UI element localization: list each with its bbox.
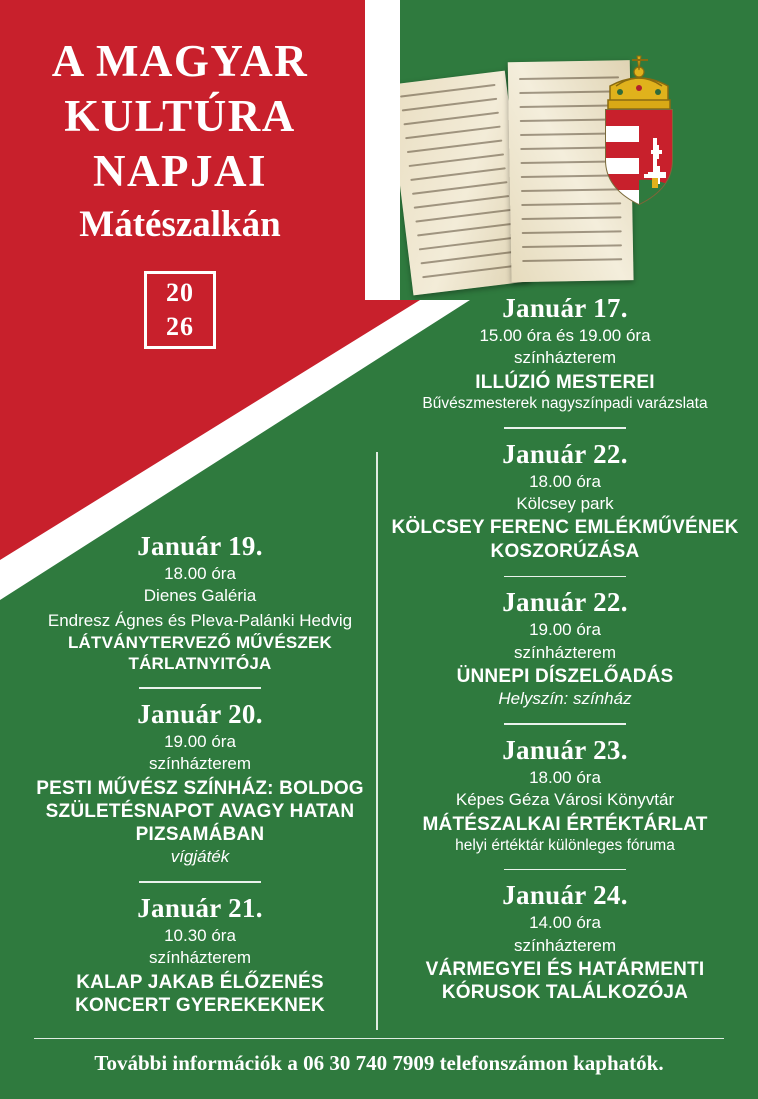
footer-rule — [34, 1038, 724, 1040]
event-title: VÁRMEGYEI ÉS HATÁRMENTI KÓRUSOK TALÁLKOZÓJA — [425, 959, 705, 1004]
event-time: 18.00 óra — [529, 767, 601, 787]
event-title: PESTI MŰVÉSZ SZÍNHÁZ: BOLDOG SZÜLETÉSNAPOT AVAGY HATAN PIZSAMÁBAN — [36, 777, 364, 846]
events-column-left — [30, 530, 370, 1025]
event-date: Január 19. — [137, 531, 263, 561]
event-date: Január 24. — [502, 880, 628, 911]
event-place: színházterem — [148, 754, 252, 774]
title-line-3: NAPJAI — [93, 145, 267, 196]
event-place: színházterem — [513, 642, 617, 662]
event-title: LÁTVÁNYTERVEZŐ MŰVÉSZEK TÁRLATNYITÓJA — [67, 632, 333, 673]
year-top: 20 — [166, 277, 194, 307]
event-time: 18.00 óra — [529, 471, 601, 491]
event-title: KALAP JAKAB ÉLŐZENÉS KONCERT GYEREKEKNEK — [75, 971, 325, 1016]
event-item — [390, 879, 740, 1008]
section-rule — [504, 576, 626, 578]
event-date: Január 22. — [502, 587, 628, 618]
title-line-2: KULTÚRA — [64, 90, 296, 141]
event-time: 15.00 óra és 19.00 óra — [479, 325, 651, 345]
event-time: 14.00 óra — [529, 913, 601, 933]
event-date: Január 23. — [502, 734, 628, 765]
footer-contact: További információk a 06 30 740 7909 telefonszámon kaphatók. — [94, 1051, 664, 1075]
title-line-1: A MAGYAR — [51, 36, 309, 86]
event-subtitle: helyi értéktár különleges fóruma — [455, 836, 675, 854]
event-date: Január 17. — [502, 293, 628, 323]
section-rule — [504, 723, 626, 725]
event-title: MÁTÉSZALKAI ÉRTÉKTÁRLAT — [422, 813, 708, 835]
event-title: ÜNNEPI DÍSZELŐADÁS — [456, 666, 674, 688]
event-place: színházterem — [513, 348, 617, 368]
event-place: Dienes Galéria — [143, 586, 257, 606]
event-item — [30, 530, 370, 678]
year-bottom: 26 — [166, 311, 194, 341]
section-rule — [504, 427, 626, 429]
event-title: ILLÚZIÓ MESTEREI — [475, 371, 655, 393]
event-title: KÖLCSEY FERENC EMLÉKMŰVÉNEK KOSZORÚZÁSA — [391, 517, 739, 562]
event-time: 18.00 óra — [164, 563, 236, 583]
event-item — [390, 438, 740, 567]
event-place: színházterem — [148, 948, 252, 968]
events-column-right — [390, 292, 740, 1013]
event-date: Január 21. — [137, 892, 263, 923]
event-subtitle: Helyszín: színház — [498, 689, 632, 709]
event-date: Január 22. — [502, 438, 628, 469]
event-place: Képes Géza Városi Könyvtár — [455, 790, 675, 810]
title-city: Mátészalkán — [79, 203, 281, 245]
event-time: 19.00 óra — [529, 620, 601, 640]
event-item — [390, 292, 740, 418]
event-place: Kölcsey park — [516, 494, 614, 513]
section-rule — [139, 687, 261, 689]
event-item — [390, 734, 740, 860]
event-people: Endresz Ágnes és Pleva-Palánki Hedvig — [47, 610, 353, 630]
event-time: 10.30 óra — [164, 925, 236, 945]
section-rule — [139, 881, 261, 883]
event-item — [390, 586, 740, 714]
event-place: színházterem — [513, 935, 617, 955]
section-rule — [504, 869, 626, 871]
event-date: Január 20. — [137, 698, 263, 729]
event-item — [30, 892, 370, 1021]
event-time: 19.00 óra — [164, 731, 236, 751]
event-subtitle: vígjáték — [170, 847, 230, 867]
event-subtitle: Bűvészmesterek nagyszínpadi varázslata — [422, 394, 708, 412]
event-item — [30, 698, 370, 872]
